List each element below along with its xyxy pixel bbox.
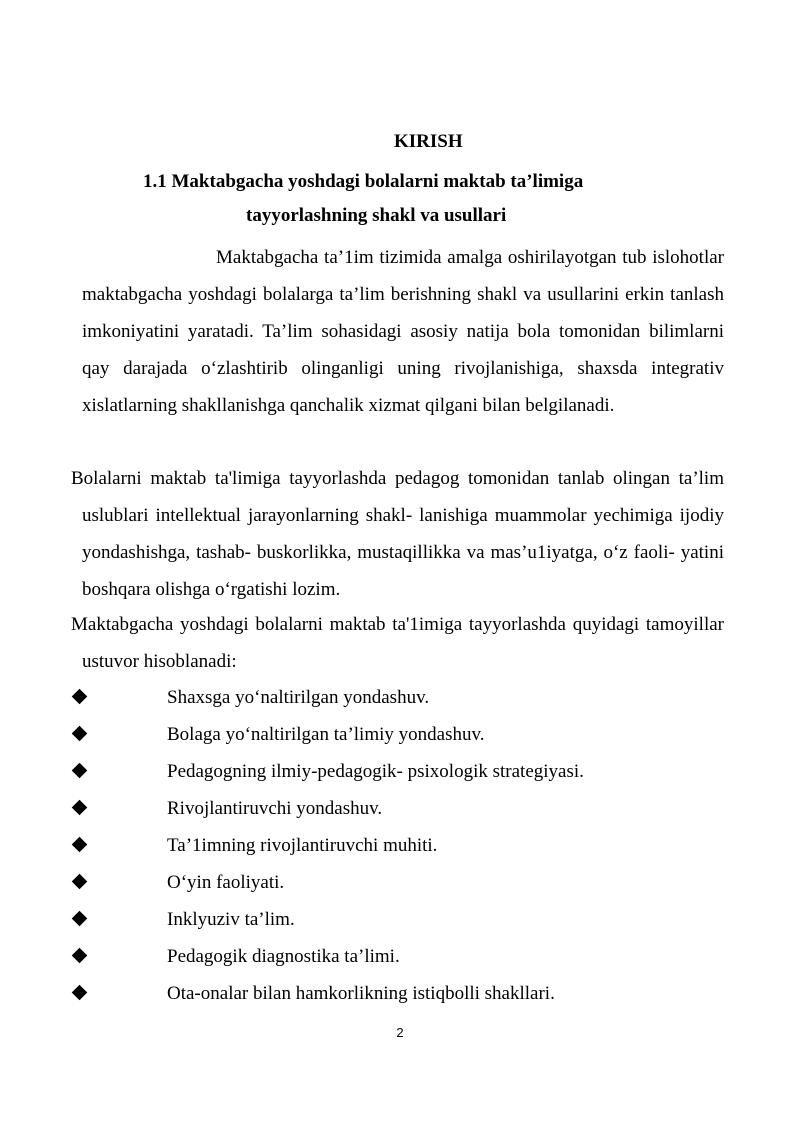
list-item-text: Ta’1imning rivojlantiruvchi muhiti. xyxy=(167,835,438,856)
diamond-icon xyxy=(72,948,88,964)
list-item xyxy=(70,753,730,790)
list-item xyxy=(70,716,730,753)
list-item xyxy=(70,938,730,975)
paragraph-intro: Maktabgacha ta’1im tizimida amalga oshirilayotgan tub islohotlar maktabgacha yoshdagi bolalarga ta’lim berishning shakl va usullarini erkin tanlash imkoniyatini yaratadi. Ta’lim sohasidagi asosiy natija bola tomonidan bilimlarni qay darajada o‘zlashtirib olinganligi uning rivojlanishiga, shaxsda integrativ xislatlarning shakllanishga qanchalik xizmat qilgani bilan belgilanadi. xyxy=(82,247,724,416)
diamond-icon xyxy=(72,911,88,927)
list-item-text: Rivojlantiruvchi yondashuv. xyxy=(167,798,383,819)
list-item-text: Ota-onalar bilan hamkorlikning istiqbolli shakllari. xyxy=(167,983,555,1004)
list-item xyxy=(70,864,730,901)
list-item-text: Pedagogning ilmiy-pedagogik- psixologik strategiyasi. xyxy=(167,761,584,782)
subsection-title-line1: 1.1 Maktabgacha yoshdagi bolalarni maktab ta’limiga xyxy=(143,171,584,192)
principles-list xyxy=(70,679,730,1012)
list-item xyxy=(70,790,730,827)
list-item xyxy=(70,975,730,1012)
diamond-icon xyxy=(72,874,88,890)
list-item xyxy=(70,901,730,938)
list-item xyxy=(70,827,730,864)
diamond-icon xyxy=(72,837,88,853)
diamond-icon xyxy=(72,763,88,779)
list-item-text: Shaxsga yo‘naltirilgan yondashuv. xyxy=(167,687,430,708)
diamond-icon xyxy=(72,726,88,742)
list-item-text: Bolaga yo‘naltirilgan ta’limiy yondashuv. xyxy=(167,724,485,745)
diamond-icon xyxy=(72,800,88,816)
list-item-text: Inklyuziv ta’lim. xyxy=(167,909,295,930)
list-item-text: Pedagogik diagnostika ta’limi. xyxy=(167,946,400,967)
diamond-icon xyxy=(72,985,88,1001)
subsection-title-line2: tayyorlashning shakl va usullari xyxy=(246,205,507,226)
paragraph-principles-lead: Maktabgacha yoshdagi bolalarni maktab ta'1imiga tayyorlashda quyidagi tamoyillar ustuvor hisoblanadi: xyxy=(71,614,724,672)
paragraph-methods: Bolalarni maktab ta'limiga tayyorlashda pedagog tomonidan tanlab olingan ta’lim uslublari intellektual jarayonlarning shakl- lanishiga muammolar yechimiga ijodiy yondashishga, tashab- buskorlikka, mustaqillikka va mas’u1iyatga, o‘z faoli- yatini boshqara olishga o‘rgatishi lozim. xyxy=(71,468,724,600)
diamond-icon xyxy=(72,689,88,705)
section-title: KIRISH xyxy=(394,131,463,152)
list-item xyxy=(70,679,730,716)
list-item-text: O‘yin faoliyati. xyxy=(167,872,285,893)
page-number: 2 xyxy=(396,1025,404,1040)
